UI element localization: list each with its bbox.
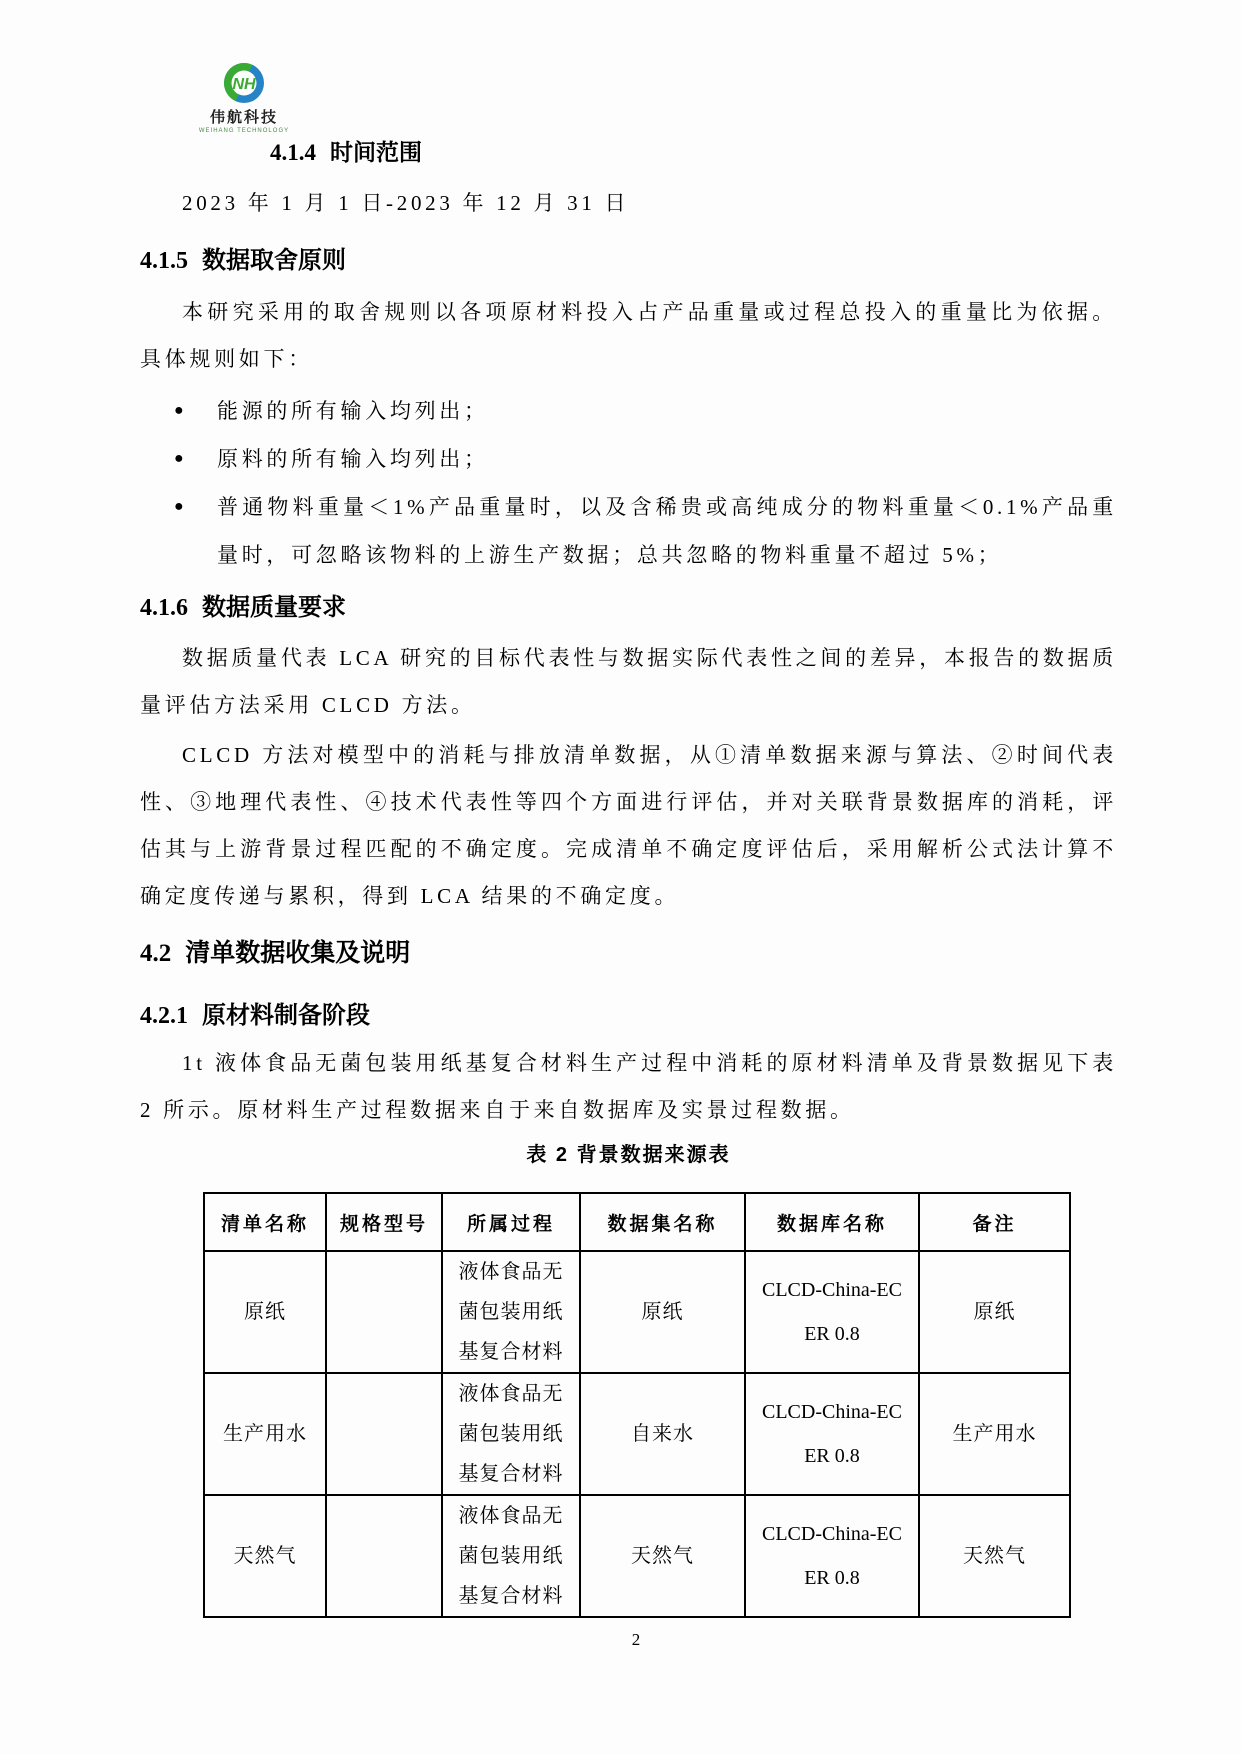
table-header-cell: 备注 <box>919 1193 1070 1251</box>
table-cell: 液体食品无菌包装用纸基复合材料 <box>442 1495 580 1617</box>
bullet-text: 能源的所有输入均列出； <box>217 399 489 423</box>
table-cell: 生产用水 <box>204 1373 326 1495</box>
table-cell <box>326 1495 442 1617</box>
background-data-table <box>203 1192 1071 1618</box>
heading-number: 4.1.4 <box>270 140 316 165</box>
table-header-cell: 规格型号 <box>326 1193 442 1251</box>
bullet-item <box>140 483 1117 579</box>
data-quality-paragraph: 数据质量代表 LCA 研究的目标代表性与数据实际代表性之间的差异，本报告的数据质量评估方法采用 CLCD 方法。 <box>140 646 1117 717</box>
table-row <box>204 1495 1070 1617</box>
date-range-text: 2023 年 1 月 1 日-2023 年 12 月 31 日 <box>182 191 630 215</box>
table-cell: 液体食品无菌包装用纸基复合材料 <box>442 1251 580 1373</box>
table-row <box>204 1251 1070 1373</box>
bullet-list <box>140 387 1117 579</box>
heading-4-1-6 <box>140 587 346 622</box>
heading-4-2 <box>140 933 410 969</box>
page-number: 2 <box>631 1630 641 1649</box>
heading-number: 4.2 <box>140 940 172 967</box>
table-cell: 生产用水 <box>919 1373 1070 1495</box>
table-header-row <box>204 1193 1070 1251</box>
table-cell <box>326 1373 442 1495</box>
bullet-item <box>140 435 1117 483</box>
heading-title: 数据质量要求 <box>202 594 346 621</box>
clcd-method-paragraph: CLCD 方法对模型中的消耗与排放清单数据，从①清单数据来源与算法、②时间代表性、③地理代表性、④技术代表性等四个方面进行评估，并对关联背景数据库的消耗，评估其与上游背景过程匹配的不确定度。完成清单不确定度评估后，采用解析公式法计算不确定度传递与累积，得到 LCA 结果的不确定度。 <box>140 743 1117 908</box>
company-logo <box>196 62 292 134</box>
table-cell: 天然气 <box>580 1495 745 1617</box>
heading-4-1-5 <box>140 240 346 275</box>
bullet-icon: ● <box>174 450 184 467</box>
table-cell: CLCD-China-ECER 0.8 <box>745 1495 919 1617</box>
table-cell: 自来水 <box>580 1373 745 1495</box>
table-cell: 原纸 <box>204 1251 326 1373</box>
inventory-paragraph: 1t 液体食品无菌包装用纸基复合材料生产过程中消耗的原材料清单及背景数据见下表 2 所示。原材料生产过程数据来自于来自数据库及实景过程数据。 <box>140 1051 1117 1122</box>
bullet-text: 原料的所有输入均列出； <box>217 447 489 471</box>
table-cell: 原纸 <box>580 1251 745 1373</box>
table-cell <box>326 1251 442 1373</box>
table-header-cell: 数据库名称 <box>745 1193 919 1251</box>
heading-number: 4.1.5 <box>140 248 188 274</box>
logo-subtitle: WEIHANG TECHNOLOGY <box>198 128 290 134</box>
bullet-text: 普通物料重量＜1%产品重量时，以及含稀贵或高纯成分的物料重量＜0.1%产品重量时，可忽略该物料的上游生产数据；总共忽略的物料重量不超过 5%； <box>217 495 1117 567</box>
heading-title: 清单数据收集及说明 <box>185 939 411 967</box>
table-cell: CLCD-China-ECER 0.8 <box>745 1251 919 1373</box>
table-cell: 天然气 <box>919 1495 1070 1617</box>
logo-name: 伟航科技 <box>209 109 278 126</box>
bullet-icon: ● <box>174 498 184 515</box>
heading-title: 数据取舍原则 <box>202 247 346 274</box>
selection-rule-paragraph: 本研究采用的取舍规则以各项原材料投入占产品重量或过程总投入的重量比为依据。具体规则如下： <box>140 300 1117 371</box>
table-header-cell: 清单名称 <box>204 1193 326 1251</box>
bullet-item <box>140 387 1117 435</box>
bullet-icon: ● <box>174 402 184 419</box>
heading-title: 时间范围 <box>330 139 422 165</box>
table-cell: 液体食品无菌包装用纸基复合材料 <box>442 1373 580 1495</box>
table-header-cell: 所属过程 <box>442 1193 580 1251</box>
table-caption: 表 2 背景数据来源表 <box>526 1144 731 1166</box>
table-cell: CLCD-China-ECER 0.8 <box>745 1373 919 1495</box>
heading-4-1-4 <box>270 134 422 167</box>
table-header-cell: 数据集名称 <box>580 1193 745 1251</box>
table-row <box>204 1373 1070 1495</box>
logo-circle-icon <box>223 62 265 104</box>
heading-number: 4.2.1 <box>140 1003 188 1029</box>
heading-4-2-1 <box>140 995 370 1030</box>
heading-number: 4.1.6 <box>140 595 188 621</box>
table-cell: 原纸 <box>919 1251 1070 1373</box>
heading-title: 原材料制备阶段 <box>202 1002 370 1029</box>
table-cell: 天然气 <box>204 1495 326 1617</box>
logo-monogram: NH <box>232 76 256 93</box>
